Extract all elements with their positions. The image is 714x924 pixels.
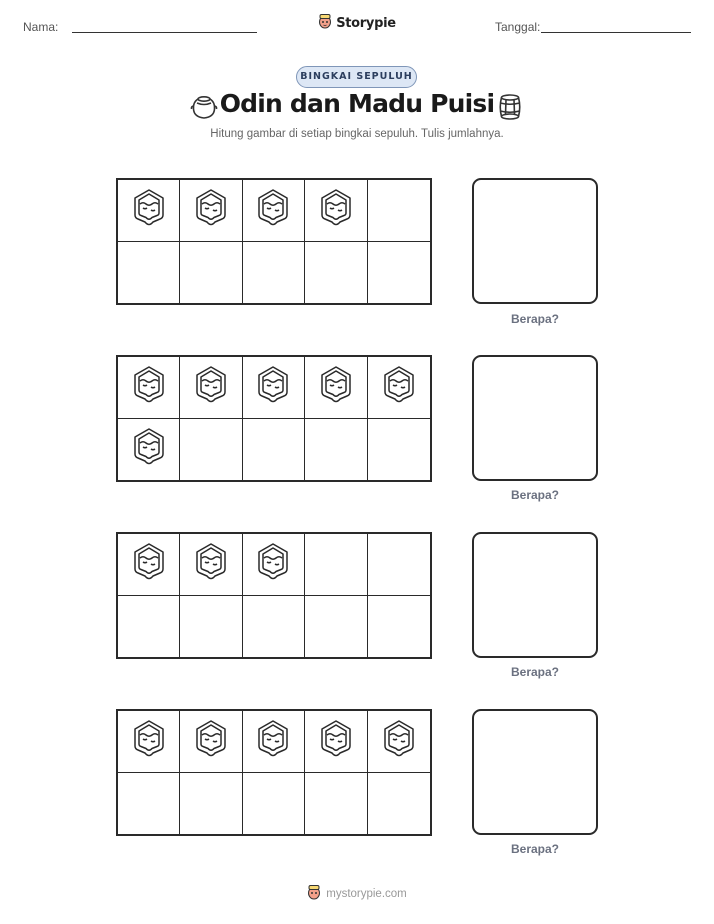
ten-frame-cell <box>118 180 180 242</box>
ten-frame-cell <box>118 242 180 304</box>
barrel-icon <box>496 93 524 125</box>
ten-frame-cell <box>180 180 242 242</box>
answer-box[interactable] <box>472 709 598 835</box>
answer-box[interactable] <box>472 355 598 481</box>
honeycomb-icon <box>194 719 228 763</box>
ten-frame-cell <box>118 773 180 835</box>
ten-frame-cell <box>368 357 430 419</box>
ten-frame-cell <box>180 534 242 596</box>
ten-frame-cell <box>118 357 180 419</box>
answer-box[interactable] <box>472 532 598 658</box>
ten-frame-cell <box>243 534 305 596</box>
ten-frame-cell <box>180 773 242 835</box>
footer <box>0 884 714 904</box>
ten-frame-cell <box>180 419 242 481</box>
ten-frame-cell <box>243 596 305 658</box>
ten-frame <box>116 532 432 659</box>
worksheet-type-badge: BINGKAI SEPULUH <box>296 66 417 88</box>
ten-frame-cell <box>243 419 305 481</box>
honeycomb-icon <box>256 365 290 409</box>
ten-frame-cell <box>118 596 180 658</box>
ten-frame-cell <box>243 242 305 304</box>
ten-frame <box>116 178 432 305</box>
honeycomb-icon <box>319 365 353 409</box>
ten-frame-cell <box>305 596 367 658</box>
honeycomb-icon <box>194 188 228 232</box>
honeycomb-icon <box>132 188 166 232</box>
ten-frame-cell <box>118 711 180 773</box>
ten-frame-cell <box>243 711 305 773</box>
storypie-mascot-icon <box>307 884 321 904</box>
ten-frame-cell <box>368 596 430 658</box>
ten-frame-cell <box>118 419 180 481</box>
ten-frame <box>116 355 432 482</box>
ten-frame-cell <box>305 180 367 242</box>
honeycomb-icon <box>194 542 228 586</box>
honeycomb-icon <box>256 188 290 232</box>
ten-frame-cell <box>243 773 305 835</box>
storypie-mascot-icon <box>318 13 332 33</box>
answer-box[interactable] <box>472 178 598 304</box>
honeycomb-icon <box>132 427 166 471</box>
honeycomb-icon <box>382 719 416 763</box>
honeycomb-icon <box>256 719 290 763</box>
ten-frame-cell <box>243 357 305 419</box>
honeycomb-icon <box>319 188 353 232</box>
footer-url[interactable]: mystorypie.com <box>326 888 407 900</box>
answer-label: Berapa? <box>510 488 560 502</box>
ten-frame-cell <box>180 242 242 304</box>
ten-frame-cell <box>180 711 242 773</box>
name-label: Nama: <box>23 20 59 34</box>
answer-label: Berapa? <box>510 665 560 679</box>
ten-frame-cell <box>305 711 367 773</box>
date-label: Tanggal: <box>495 20 541 34</box>
ten-frame-cell <box>305 534 367 596</box>
honeycomb-icon <box>194 365 228 409</box>
honeycomb-icon <box>132 542 166 586</box>
ten-frame-cell <box>368 711 430 773</box>
ten-frame-cell <box>368 534 430 596</box>
ten-frame-cell <box>305 242 367 304</box>
date-line[interactable] <box>541 32 691 33</box>
ten-frame-cell <box>180 357 242 419</box>
honeycomb-icon <box>256 542 290 586</box>
ten-frame-cell <box>305 773 367 835</box>
ten-frame <box>116 709 432 836</box>
answer-label: Berapa? <box>510 842 560 856</box>
ten-frame-cell <box>368 419 430 481</box>
brand <box>0 13 714 33</box>
ten-frame-cell <box>368 773 430 835</box>
honeycomb-icon <box>319 719 353 763</box>
honeycomb-icon <box>382 365 416 409</box>
answer-label: Berapa? <box>510 312 560 326</box>
instructions: Hitung gambar di setiap bingkai sepuluh. Tulis jumlahnya. <box>210 128 504 140</box>
brand-name: Storypie <box>336 15 396 31</box>
ten-frame-cell <box>305 357 367 419</box>
ten-frame-cell <box>368 180 430 242</box>
ten-frame-cell <box>180 596 242 658</box>
ten-frame-cell <box>305 419 367 481</box>
ten-frame-cell <box>243 180 305 242</box>
honeycomb-icon <box>132 719 166 763</box>
honeycomb-icon <box>132 365 166 409</box>
ten-frame-cell <box>118 534 180 596</box>
ten-frame-cell <box>368 242 430 304</box>
page-title: Odin dan Madu Puisi <box>219 89 495 118</box>
